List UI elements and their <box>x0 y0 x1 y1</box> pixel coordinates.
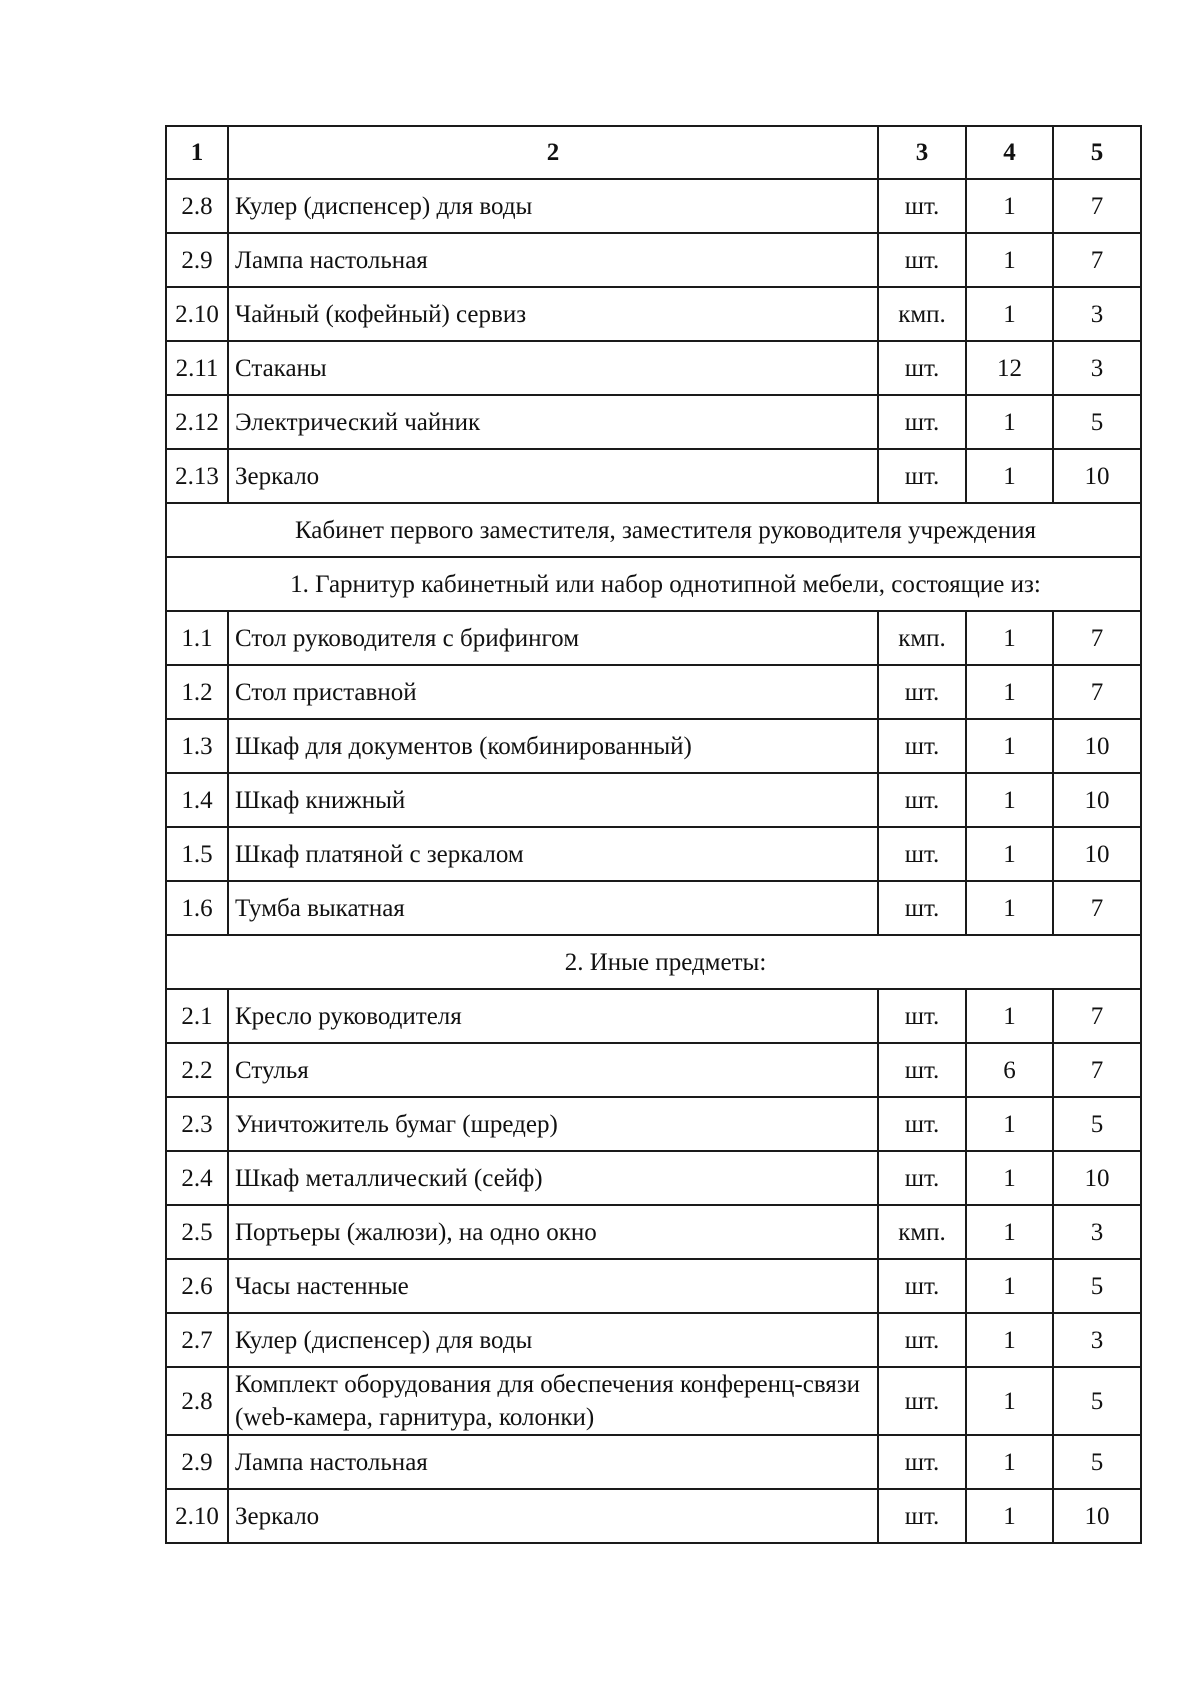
item-term: 3 <box>1053 1313 1141 1367</box>
item-unit: шт. <box>878 719 966 773</box>
item-quantity: 1 <box>966 773 1053 827</box>
item-quantity: 1 <box>966 395 1053 449</box>
table-row <box>166 395 1141 449</box>
item-number: 1.2 <box>166 665 228 719</box>
item-term: 5 <box>1053 1097 1141 1151</box>
item-name: Часы настенные <box>228 1259 878 1313</box>
item-name: Стаканы <box>228 341 878 395</box>
item-unit: шт. <box>878 233 966 287</box>
item-name: Шкаф для документов (комбинированный) <box>228 719 878 773</box>
item-name: Кулер (диспенсер) для воды <box>228 1313 878 1367</box>
item-quantity: 1 <box>966 1435 1053 1489</box>
item-term: 7 <box>1053 1043 1141 1097</box>
item-name: Чайный (кофейный) сервиз <box>228 287 878 341</box>
item-quantity: 1 <box>966 1313 1053 1367</box>
item-quantity: 1 <box>966 1259 1053 1313</box>
item-unit: кмп. <box>878 287 966 341</box>
item-term: 7 <box>1053 989 1141 1043</box>
item-quantity: 1 <box>966 287 1053 341</box>
item-term: 10 <box>1053 449 1141 503</box>
table-row <box>166 1259 1141 1313</box>
section-heading: 1. Гарнитур кабинетный или набор однотипной мебели, состоящие из: <box>166 557 1141 611</box>
item-number: 2.10 <box>166 287 228 341</box>
item-term: 10 <box>1053 773 1141 827</box>
item-term: 7 <box>1053 881 1141 935</box>
table-row <box>166 827 1141 881</box>
table-row <box>166 1151 1141 1205</box>
section-row <box>166 935 1141 989</box>
table-body <box>166 179 1141 1543</box>
item-name: Зеркало <box>228 449 878 503</box>
item-unit: кмп. <box>878 611 966 665</box>
item-term: 3 <box>1053 1205 1141 1259</box>
item-name: Кресло руководителя <box>228 989 878 1043</box>
item-term: 10 <box>1053 719 1141 773</box>
section-heading: Кабинет первого заместителя, заместителя руководителя учреждения <box>166 503 1141 557</box>
item-unit: кмп. <box>878 1205 966 1259</box>
item-name: Тумба выкатная <box>228 881 878 935</box>
item-name: Лампа настольная <box>228 233 878 287</box>
table-row <box>166 287 1141 341</box>
item-term: 3 <box>1053 287 1141 341</box>
column-header: 4 <box>966 126 1053 179</box>
column-header: 1 <box>166 126 228 179</box>
item-name: Стол приставной <box>228 665 878 719</box>
item-number: 2.8 <box>166 179 228 233</box>
item-name: Лампа настольная <box>228 1435 878 1489</box>
item-number: 2.13 <box>166 449 228 503</box>
section-row <box>166 503 1141 557</box>
item-name: Электрический чайник <box>228 395 878 449</box>
item-number: 1.5 <box>166 827 228 881</box>
table-row <box>166 179 1141 233</box>
item-number: 2.1 <box>166 989 228 1043</box>
column-header: 5 <box>1053 126 1141 179</box>
item-number: 1.4 <box>166 773 228 827</box>
item-name: Комплект оборудования для обеспечения конференц-связи (web-камера, гарнитура, колонки) <box>228 1367 878 1435</box>
item-unit: шт. <box>878 341 966 395</box>
item-term: 5 <box>1053 1435 1141 1489</box>
header-row <box>166 126 1141 179</box>
item-quantity: 1 <box>966 665 1053 719</box>
item-number: 1.1 <box>166 611 228 665</box>
table-row <box>166 341 1141 395</box>
item-number: 2.10 <box>166 1489 228 1543</box>
item-unit: шт. <box>878 773 966 827</box>
item-unit: шт. <box>878 179 966 233</box>
table-row <box>166 989 1141 1043</box>
item-quantity: 1 <box>966 179 1053 233</box>
item-quantity: 1 <box>966 1205 1053 1259</box>
item-term: 10 <box>1053 1489 1141 1543</box>
item-unit: шт. <box>878 1313 966 1367</box>
item-unit: шт. <box>878 1043 966 1097</box>
item-name: Уничтожитель бумаг (шредер) <box>228 1097 878 1151</box>
table-row <box>166 611 1141 665</box>
item-unit: шт. <box>878 449 966 503</box>
item-number: 2.4 <box>166 1151 228 1205</box>
item-term: 5 <box>1053 1259 1141 1313</box>
item-number: 2.11 <box>166 341 228 395</box>
item-unit: шт. <box>878 827 966 881</box>
item-term: 7 <box>1053 233 1141 287</box>
item-unit: шт. <box>878 1151 966 1205</box>
item-number: 2.9 <box>166 233 228 287</box>
item-quantity: 1 <box>966 827 1053 881</box>
item-name: Стулья <box>228 1043 878 1097</box>
table-row <box>166 1367 1141 1435</box>
item-number: 2.7 <box>166 1313 228 1367</box>
item-quantity: 1 <box>966 881 1053 935</box>
item-name: Шкаф металлический (сейф) <box>228 1151 878 1205</box>
table-row <box>166 1097 1141 1151</box>
item-quantity: 1 <box>966 449 1053 503</box>
table-row <box>166 719 1141 773</box>
item-quantity: 1 <box>966 611 1053 665</box>
item-term: 10 <box>1053 1151 1141 1205</box>
item-quantity: 1 <box>966 1151 1053 1205</box>
item-name: Зеркало <box>228 1489 878 1543</box>
column-header: 3 <box>878 126 966 179</box>
item-quantity: 1 <box>966 989 1053 1043</box>
table-row <box>166 773 1141 827</box>
item-unit: шт. <box>878 1367 966 1435</box>
item-quantity: 1 <box>966 1367 1053 1435</box>
item-quantity: 1 <box>966 1097 1053 1151</box>
item-unit: шт. <box>878 989 966 1043</box>
item-unit: шт. <box>878 1259 966 1313</box>
item-name: Портьеры (жалюзи), на одно окно <box>228 1205 878 1259</box>
item-name: Кулер (диспенсер) для воды <box>228 179 878 233</box>
table-row <box>166 449 1141 503</box>
item-unit: шт. <box>878 1489 966 1543</box>
table-row <box>166 233 1141 287</box>
item-quantity: 12 <box>966 341 1053 395</box>
column-header: 2 <box>228 126 878 179</box>
table-row <box>166 881 1141 935</box>
item-term: 5 <box>1053 1367 1141 1435</box>
item-unit: шт. <box>878 1435 966 1489</box>
section-heading: 2. Иные предметы: <box>166 935 1141 989</box>
item-unit: шт. <box>878 881 966 935</box>
item-number: 2.9 <box>166 1435 228 1489</box>
norms-table <box>165 125 1142 1544</box>
item-quantity: 1 <box>966 1489 1053 1543</box>
item-quantity: 1 <box>966 719 1053 773</box>
item-term: 5 <box>1053 395 1141 449</box>
item-number: 2.8 <box>166 1367 228 1435</box>
table-row <box>166 1205 1141 1259</box>
table-row <box>166 1435 1141 1489</box>
item-unit: шт. <box>878 1097 966 1151</box>
item-quantity: 6 <box>966 1043 1053 1097</box>
item-term: 3 <box>1053 341 1141 395</box>
item-quantity: 1 <box>966 233 1053 287</box>
item-number: 2.3 <box>166 1097 228 1151</box>
table-row <box>166 665 1141 719</box>
table-row <box>166 1313 1141 1367</box>
item-number: 2.2 <box>166 1043 228 1097</box>
item-term: 7 <box>1053 611 1141 665</box>
item-term: 7 <box>1053 179 1141 233</box>
item-name: Стол руководителя с брифингом <box>228 611 878 665</box>
item-number: 2.5 <box>166 1205 228 1259</box>
item-number: 1.3 <box>166 719 228 773</box>
item-number: 1.6 <box>166 881 228 935</box>
table-row <box>166 1489 1141 1543</box>
item-unit: шт. <box>878 665 966 719</box>
item-number: 2.6 <box>166 1259 228 1313</box>
item-term: 10 <box>1053 827 1141 881</box>
item-term: 7 <box>1053 665 1141 719</box>
table-row <box>166 1043 1141 1097</box>
item-name: Шкаф книжный <box>228 773 878 827</box>
section-row <box>166 557 1141 611</box>
item-number: 2.12 <box>166 395 228 449</box>
item-unit: шт. <box>878 395 966 449</box>
item-name: Шкаф платяной с зеркалом <box>228 827 878 881</box>
